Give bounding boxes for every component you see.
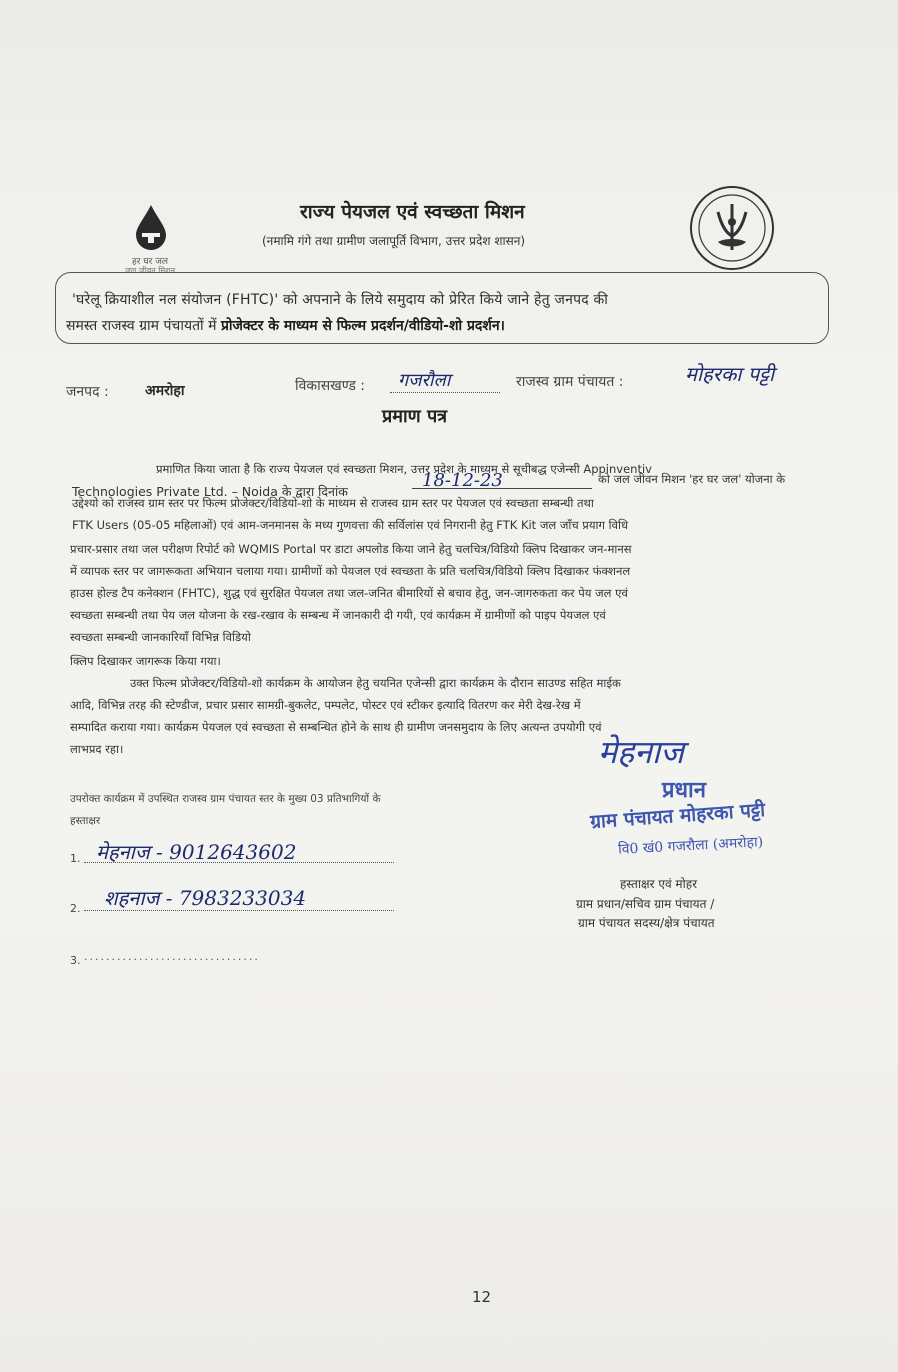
body-line-1: प्रमाणित किया जाता है कि राज्य पेयजल एवं स्वच्छता मिशन, उत्तर प्रदेश के माध्यम से सूचीबद्ध एजेन्सी Appinventiv [156, 462, 652, 476]
sign-label-2: ग्राम प्रधान/सचिव ग्राम पंचायत / [576, 897, 715, 911]
participants-intro-2: हस्ताक्षर [70, 815, 101, 827]
sign-label-3: ग्राम पंचायत सदस्य/क्षेत्र पंचायत [578, 916, 715, 930]
date-underline [412, 488, 592, 489]
banner-line-2-bold: प्रोजेक्टर के माध्यम से फिल्म प्रदर्शन/वीडियो-शो प्रदर्शन। [220, 318, 505, 334]
banner-line-1: 'घरेलू क्रियाशील नल संयोजन (FHTC)' को अपनाने के लिये समुदाय को प्रेरित किये जाने हेतु जनपद की [72, 292, 609, 308]
banner-line-2 [66, 316, 505, 335]
participant-1-signature: मेहनाज - 9012643602 [96, 840, 297, 864]
participant-3-blank: ................................ [84, 950, 260, 963]
page-title: राज्य पेयजल एवं स्वच्छता मिशन [300, 201, 525, 223]
participant-1-num: 1. [70, 852, 81, 865]
body-line-12: आदि, विभिन्न तरह की स्टेण्डीज, प्रचार प्रसार सामग्री-बुकलेट, पम्पलेट, पोस्टर एवं स्टीकर इत्यादि वितरण कर मेरी देख-रेख में [70, 698, 581, 712]
body-line-10: क्लिप दिखाकर जागरूक किया गया। [70, 654, 221, 668]
up-government-emblem-icon [688, 184, 776, 272]
participant-2-line [84, 910, 394, 911]
body-line-8: स्वच्छता सम्बन्धी तथा पेय जल योजना के रख-रखाव के सम्बन्ध में जानकारी दी गयी, एवं कार्यक्रम में ग्रामीणों को पाइप पेयजल एवं [70, 608, 606, 622]
gram-panchayat-value: मोहरका पट्टी [685, 362, 775, 386]
certificate-heading: प्रमाण पत्र [382, 406, 448, 427]
participant-3-num: 3. [70, 954, 81, 967]
stamp-line-2: ग्राम पंचायत मोहरका पट्टी [589, 798, 766, 834]
water-drop-logo-icon [132, 203, 170, 251]
logo-caption-2: जल जीवन मिशन [124, 266, 176, 275]
participant-2-num: 2. [70, 902, 81, 915]
page-subtitle: (नमामि गंगे तथा ग्रामीण जलापूर्ति विभाग, उत्तर प्रदेश शासन) [262, 234, 526, 248]
block-label: विकासखण्ड : [295, 378, 366, 394]
body-line-6: में व्यापक स्तर पर जागरूकता अभियान चलाया गया। ग्रामीणों को पेयजल एवं स्वच्छता के प्रति चलचित्र/विडियो क्लिप दिखाकर फंक्शनल [70, 564, 631, 578]
participants-intro: उपरोक्त कार्यक्रम में उपस्थित राजस्व ग्राम पंचायत स्तर के मुख्य 03 प्रतिभागियों के [70, 793, 381, 805]
body-line-9: स्वच्छता सम्बन्धी जानकारियाँ विभिन्न विडियो [70, 630, 251, 644]
body-line-2: Technologies Private Ltd. – Noida के द्वारा दिनांक [72, 484, 348, 499]
block-underline [390, 392, 500, 393]
participant-2-signature: शहनाज - 7983233034 [104, 886, 307, 910]
gram-panchayat-label: राजस्व ग्राम पंचायत : [516, 374, 624, 390]
body-line-2b: को जल जीवन मिशन 'हर घर जल' योजना के [598, 472, 786, 486]
body-line-11: उक्त फिल्म प्रोजेक्टर/विडियो-शो कार्यक्रम के आयोजन हेतु चयनित एजेन्सी द्वारा कार्यक्रम के दौरान साउण्ड सहित माईक [130, 676, 621, 690]
logo-caption-1: हर घर जल [132, 257, 168, 267]
block-value: गजरौला [398, 370, 451, 391]
page-number: 12 [472, 1288, 492, 1306]
body-line-4: FTK Users (05-05 महिलाओं) एवं आम-जनमानस के मध्य गुणवत्ता की सर्विलांस एवं निगरानी हेतु FTK Kit जल जाँच प्रयाग विधि [72, 518, 629, 532]
janpad-label: जनपद : [66, 384, 109, 400]
stamp-line-3: वि0 खं0 गजरौला (अमरोहा) [617, 834, 764, 858]
body-line-3: उद्देश्यो को राजस्व ग्राम स्तर पर फिल्म प्रोजेक्टर/विडियो-शो के माध्यम से राजस्व ग्राम स्तर पर पेयजल एवं स्वच्छता सम्बन्धी तथा [72, 496, 594, 510]
body-line-14: लाभप्रद रहा। [70, 742, 124, 756]
stamp-line-1: प्रधान [662, 777, 706, 803]
sign-label-1: हस्ताक्षर एवं मोहर [620, 877, 698, 891]
body-line-5: प्रचार-प्रसार तथा जल परीक्षण रिपोर्ट को WQMIS Portal पर डाटा अपलोड किया जाने हेतु चलचित्र/विडियो क्लिप दिखाकर जन-मानस [70, 542, 632, 556]
body-line-13: सम्पादित कराया गया। कार्यक्रम पेयजल एवं स्वच्छता से सम्बन्धित होने के साथ ही ग्रामीण जनसमुदाय के लिए अत्यन्त उपयोगी एवं [70, 720, 602, 734]
pradhan-signature: मेहनाज [598, 733, 684, 771]
banner-line-2-plain: समस्त राजस्व ग्राम पंचायतों में [66, 318, 221, 334]
participant-1-line [84, 862, 394, 863]
body-line-7: हाउस होल्ड टैप कनेक्शन (FHTC), शुद्ध एवं सुरक्षित पेयजल तथा जल-जनित बीमारियों से बचाव हेतु, जन-जागरुकता कर पेय जल एवं [70, 586, 628, 600]
janpad-value: अमरोहा [145, 383, 185, 399]
program-date: 18-12-23 [422, 470, 503, 491]
